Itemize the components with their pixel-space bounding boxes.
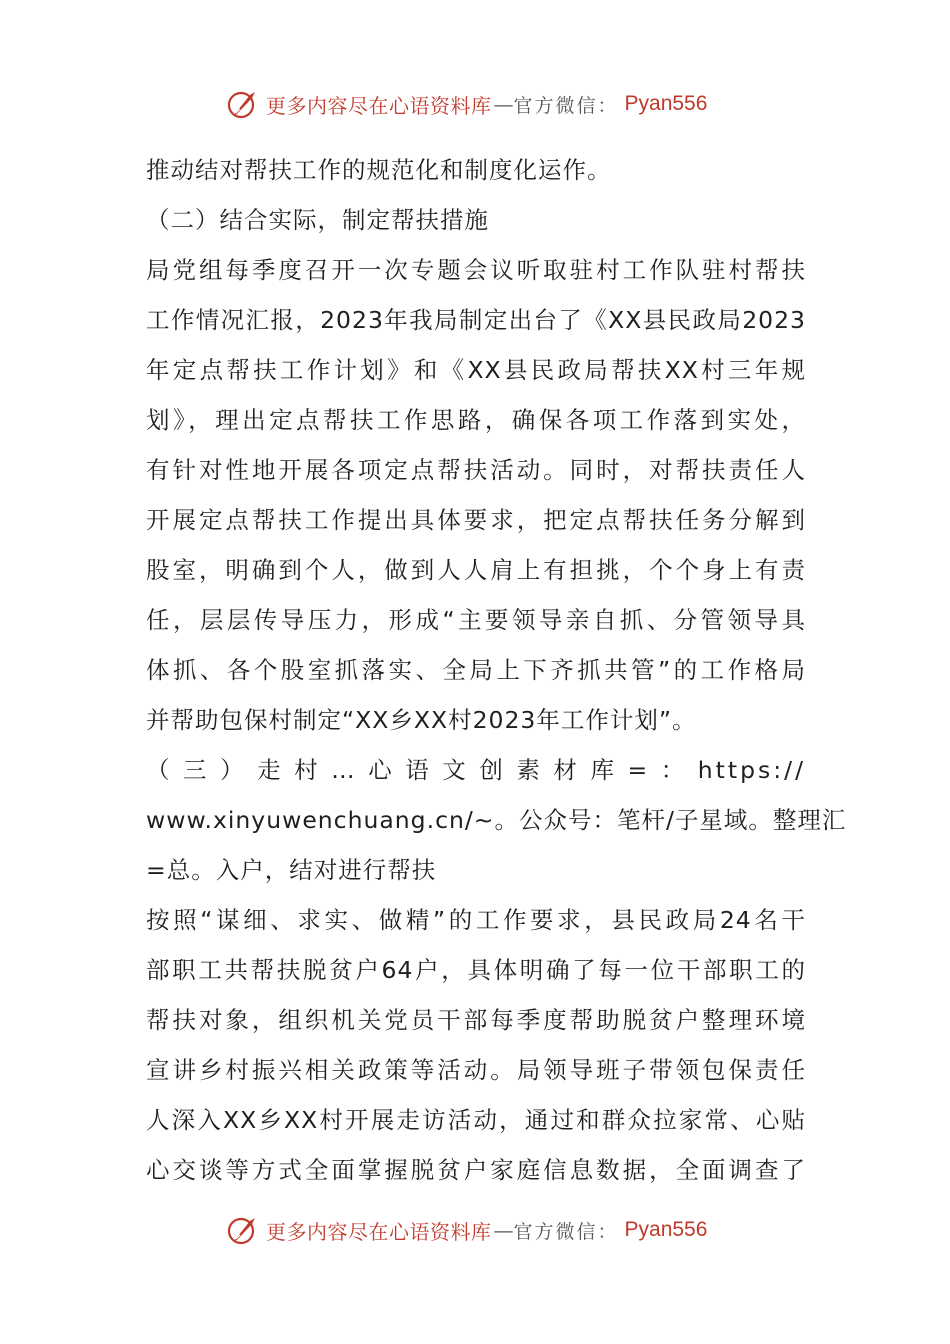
body-line: 股室，明确到个人，做到人人肩上有担挑，个个身上有责 (146, 556, 806, 584)
watermark-wechat-id: Pyan556 (624, 1218, 708, 1241)
body-line: 推动结对帮扶工作的规范化和制度化运作。 (146, 156, 612, 184)
body-line: 年定点帮扶工作计划》和《XX县民政局帮扶XX村三年规 (146, 356, 806, 384)
watermark-wechat-id: Pyan556 (624, 92, 708, 115)
body-line: 有针对性地开展各项定点帮扶活动。同时，对帮扶责任人 (146, 456, 806, 484)
body-line: 体抓、各个股室抓落实、全局上下齐抓共管”的工作格局 (146, 656, 806, 684)
body-line: 划》，理出定点帮扶工作思路，确保各项工作落到实处， (146, 406, 806, 434)
watermark-footer (226, 1210, 746, 1250)
watermark-header (226, 84, 746, 124)
body-line: 按照“谋细、求实、做精”的工作要求，县民政局24名干 (146, 906, 806, 934)
watermark-separator: — (493, 92, 514, 116)
body-line: 帮扶对象，组织机关党员干部每季度帮助脱贫户整理环境 (146, 1006, 806, 1034)
body-line: 人深入XX乡XX村开展走访活动，通过和群众拉家常、心贴 (146, 1106, 806, 1134)
watermark-wechat-label: 官方微信： (513, 1220, 619, 1243)
body-line: www.xinyuwenchuang.cn/~。公众号：笔杆/子星域。整理汇 (146, 806, 847, 834)
body-line: 工作情况汇报，2023年我局制定出台了《XX县民政局2023 (146, 306, 806, 334)
watermark-site-text: 更多内容尽在心语资料库 (266, 1219, 492, 1244)
section-heading: （二）结合实际，制定帮扶措施 (146, 206, 489, 234)
quill-pen-circle-icon (226, 1213, 260, 1247)
watermark-site-text: 更多内容尽在心语资料库 (266, 93, 492, 118)
body-line: 局党组每季度召开一次专题会议听取驻村工作队驻村帮扶 (146, 256, 806, 284)
body-line: 并帮助包保村制定“XX乡XX村2023年工作计划”。 (146, 706, 697, 734)
body-line: 心交谈等方式全面掌握脱贫户家庭信息数据，全面调查了 (146, 1156, 806, 1184)
body-line: 部职工共帮扶脱贫户64户，具体明确了每一位干部职工的 (146, 956, 806, 984)
body-line: 任，层层传导压力，形成“主要领导亲自抓、分管领导具 (146, 606, 806, 634)
body-line: =总。入户，结对进行帮扶 (146, 856, 437, 884)
watermark-separator: — (493, 1218, 514, 1242)
body-line: 开展定点帮扶工作提出具体要求，把定点帮扶任务分解到 (146, 506, 806, 534)
section-heading: （三）走村…心语文创素材库=：https:// (146, 756, 806, 784)
quill-pen-circle-icon (226, 87, 260, 121)
watermark-wechat-label: 官方微信： (513, 94, 619, 117)
body-line: 宣讲乡村振兴相关政策等活动。局领导班子带领包保责任 (146, 1056, 806, 1084)
